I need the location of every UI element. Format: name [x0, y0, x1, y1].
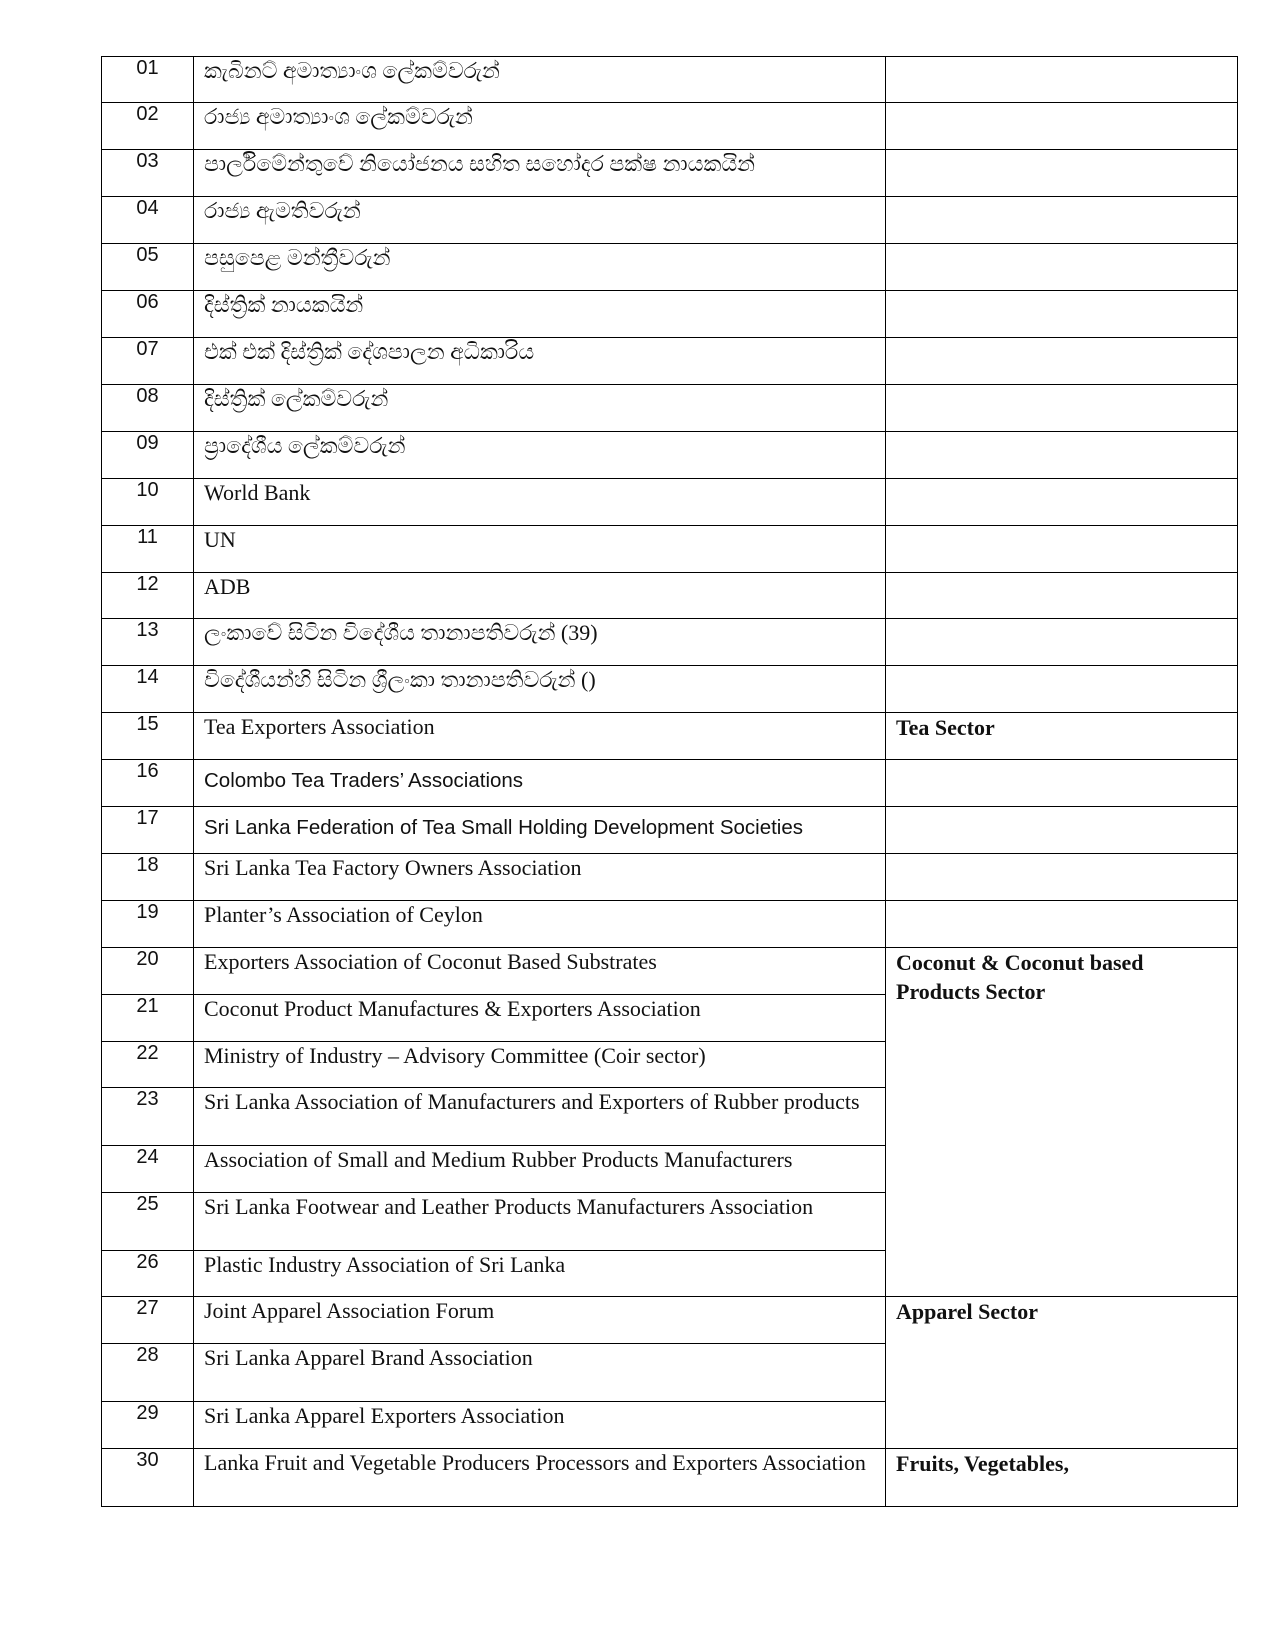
- sector-cell-empty: [886, 385, 1238, 432]
- row-name: Sri Lanka Tea Factory Owners Association: [194, 854, 886, 901]
- sector-cell-empty: [886, 103, 1238, 150]
- sector-cell-empty: [886, 760, 1238, 807]
- row-number: 20: [102, 948, 194, 995]
- table-row: [102, 807, 1238, 854]
- table-row: [102, 244, 1238, 291]
- row-name: Colombo Tea Traders’ Associations: [194, 760, 886, 807]
- row-number: 21: [102, 995, 194, 1042]
- table-row: [102, 1449, 1238, 1507]
- table-row: [102, 103, 1238, 150]
- row-name: දිස්ත්‍රික් ලේකම්වරුන්: [194, 385, 886, 432]
- table-row: [102, 57, 1238, 103]
- sector-cell-empty: [886, 150, 1238, 197]
- row-number: 29: [102, 1402, 194, 1449]
- sector-cell-empty: [886, 197, 1238, 244]
- sector-label-coconut: Coconut & Coconut based Products Sector: [886, 948, 1238, 1297]
- table-row: [102, 619, 1238, 666]
- row-name: Sri Lanka Apparel Exporters Association: [194, 1402, 886, 1449]
- table-row: [102, 385, 1238, 432]
- row-name: රාජ්‍ය ඇමතිවරුන්: [194, 197, 886, 244]
- table-row: [102, 526, 1238, 573]
- row-name: එක් එක් දිස්ත්‍රික් දේශපාලන අධිකාරිය: [194, 338, 886, 385]
- sector-cell-empty: [886, 901, 1238, 948]
- row-number: 01: [102, 57, 194, 103]
- table-row: [102, 338, 1238, 385]
- table-row: [102, 573, 1238, 619]
- row-number: 22: [102, 1042, 194, 1088]
- sector-cell-empty: [886, 479, 1238, 526]
- row-number: 16: [102, 760, 194, 807]
- table-row: [102, 948, 1238, 995]
- row-number: 24: [102, 1146, 194, 1193]
- row-name: Lanka Fruit and Vegetable Producers Processors and Exporters Association: [194, 1449, 886, 1507]
- row-name: Joint Apparel Association Forum: [194, 1297, 886, 1344]
- row-number: 05: [102, 244, 194, 291]
- table-row: [102, 432, 1238, 479]
- table-row: [102, 150, 1238, 197]
- row-name: Coconut Product Manufactures & Exporters Association: [194, 995, 886, 1042]
- table-row: [102, 901, 1238, 948]
- row-name: කැබිනට් අමාත්‍යාංශ ලේකම්වරුන්: [194, 57, 886, 103]
- row-name: Sri Lanka Federation of Tea Small Holding Development Societies: [194, 807, 886, 854]
- row-name: පාර්ලිමේන්තුවේ නියෝජනය සහිත සහෝදර පක්ෂ නායකයින්: [194, 150, 886, 197]
- sector-cell-empty: [886, 526, 1238, 573]
- row-number: 13: [102, 619, 194, 666]
- row-number: 14: [102, 666, 194, 713]
- sector-cell-empty: [886, 573, 1238, 619]
- row-number: 23: [102, 1088, 194, 1146]
- row-name: පසුපෙළ මන්ත්‍රීවරුන්: [194, 244, 886, 291]
- row-name: Tea Exporters Association: [194, 713, 886, 760]
- row-number: 18: [102, 854, 194, 901]
- row-number: 09: [102, 432, 194, 479]
- row-number: 10: [102, 479, 194, 526]
- row-name: Plastic Industry Association of Sri Lanka: [194, 1251, 886, 1297]
- row-name: දිස්ත්‍රික් නායකයින්: [194, 291, 886, 338]
- table-row: [102, 1297, 1238, 1344]
- row-name: Sri Lanka Footwear and Leather Products Manufacturers Association: [194, 1193, 886, 1251]
- row-name: විදේශීයන්හි සිටින ශ්‍රීලංකා තානාපතිවරුන් (): [194, 666, 886, 713]
- row-number: 27: [102, 1297, 194, 1344]
- table-row: [102, 854, 1238, 901]
- row-name: ADB: [194, 573, 886, 619]
- row-number: 08: [102, 385, 194, 432]
- sector-label-apparel: Apparel Sector: [886, 1297, 1238, 1449]
- row-name: Sri Lanka Apparel Brand Association: [194, 1344, 886, 1402]
- row-name: UN: [194, 526, 886, 573]
- sector-cell-empty: [886, 291, 1238, 338]
- row-name: World Bank: [194, 479, 886, 526]
- row-name: Exporters Association of Coconut Based Substrates: [194, 948, 886, 995]
- row-name: ලංකාවේ සිටින විදේශීය තානාපතිවරුන් (39): [194, 619, 886, 666]
- sector-cell-empty: [886, 619, 1238, 666]
- row-name: ප්‍රාදේශීය ලේකම්වරුන්: [194, 432, 886, 479]
- sector-cell-empty: [886, 666, 1238, 713]
- row-name: Planter’s Association of Ceylon: [194, 901, 886, 948]
- sector-cell-empty: [886, 854, 1238, 901]
- table-row: [102, 713, 1238, 760]
- row-name: Ministry of Industry – Advisory Committee (Coir sector): [194, 1042, 886, 1088]
- sector-cell-empty: [886, 432, 1238, 479]
- table-row: [102, 760, 1238, 807]
- sector-cell-empty: [886, 807, 1238, 854]
- row-number: 12: [102, 573, 194, 619]
- sector-cell-empty: [886, 244, 1238, 291]
- row-number: 02: [102, 103, 194, 150]
- table-row: [102, 197, 1238, 244]
- row-number: 30: [102, 1449, 194, 1507]
- row-number: 15: [102, 713, 194, 760]
- row-number: 26: [102, 1251, 194, 1297]
- row-number: 28: [102, 1344, 194, 1402]
- row-number: 04: [102, 197, 194, 244]
- table-row: [102, 479, 1238, 526]
- row-name: Sri Lanka Association of Manufacturers and Exporters of Rubber products: [194, 1088, 886, 1146]
- sector-cell-empty: [886, 338, 1238, 385]
- row-number: 06: [102, 291, 194, 338]
- stakeholder-table: [101, 56, 1238, 1507]
- row-number: 07: [102, 338, 194, 385]
- row-number: 17: [102, 807, 194, 854]
- row-number: 03: [102, 150, 194, 197]
- row-name: Association of Small and Medium Rubber Products Manufacturers: [194, 1146, 886, 1193]
- row-number: 19: [102, 901, 194, 948]
- table-row: [102, 666, 1238, 713]
- sector-cell-empty: [886, 57, 1238, 103]
- sector-label-fruits: Fruits, Vegetables,: [886, 1449, 1238, 1507]
- table-row: [102, 291, 1238, 338]
- sector-label-tea: Tea Sector: [886, 713, 1238, 760]
- row-number: 25: [102, 1193, 194, 1251]
- row-name: රාජ්‍ය අමාත්‍යාංශ ලේකම්වරුන්: [194, 103, 886, 150]
- row-number: 11: [102, 526, 194, 573]
